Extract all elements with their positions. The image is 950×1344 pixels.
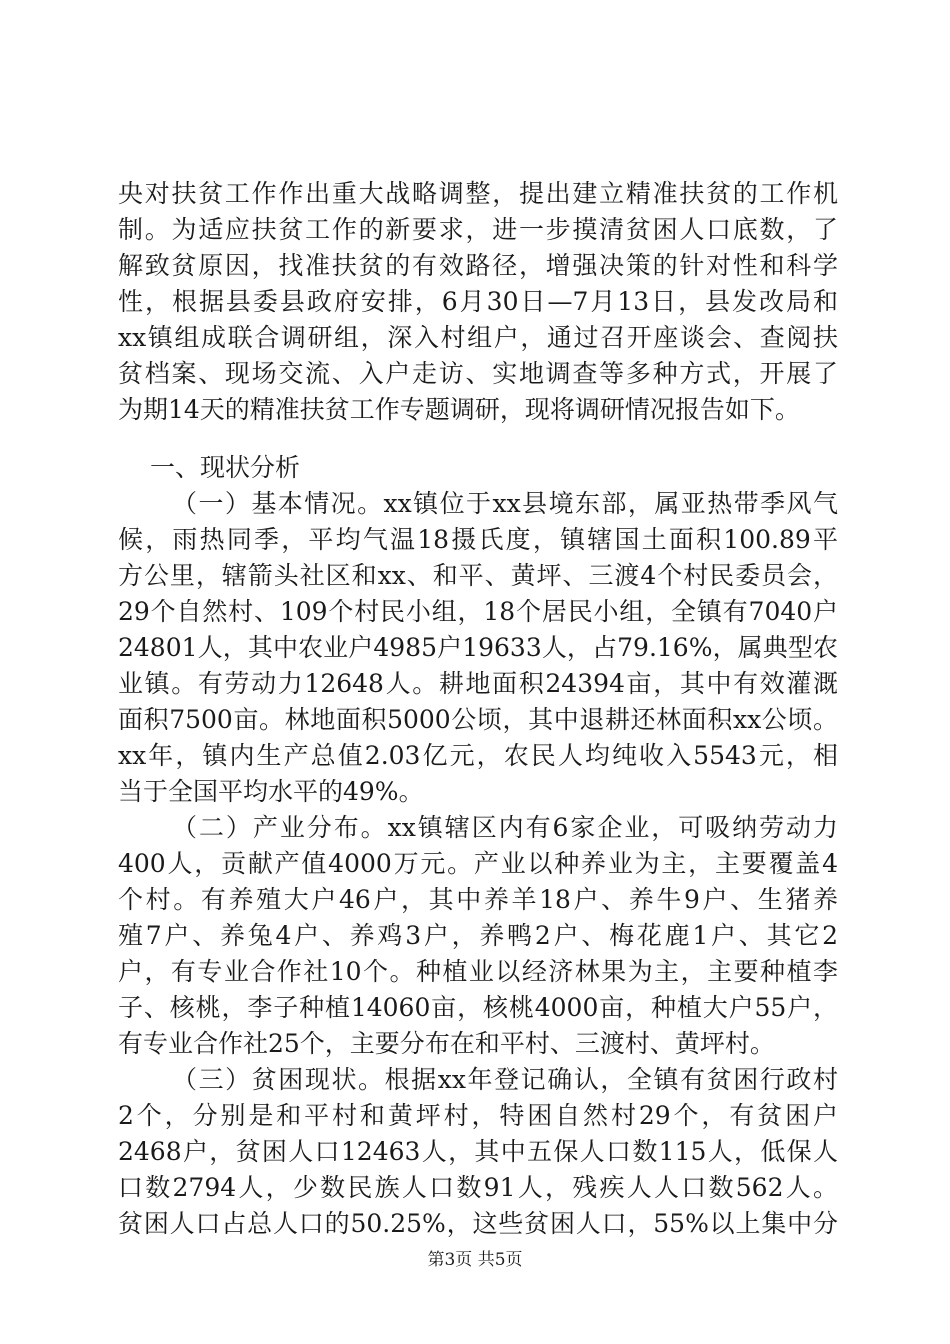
industry-line: 子、核桃，李子种植14060亩，核桃4000亩，种植大户55户，: [118, 993, 838, 1022]
page-footer: 第3页 共5页: [427, 1250, 523, 1270]
poverty-line: 贫困人口占总人口的50.25%，这些贫困人口，55%以上集中分: [118, 1209, 838, 1238]
intro-line: 央对扶贫工作作出重大战略调整，提出建立精准扶贫的工作机: [118, 179, 838, 208]
basic-situation-line: 24801人，其中农业户4985户19633人，占79.16%，属典型农: [118, 633, 838, 662]
basic-situation-line: 方公里，辖箭头社区和xx、和平、黄坪、三渡4个村民委员会，: [118, 561, 838, 590]
basic-situation-line: 候，雨热同季，平均气温18摄氏度，镇辖国土面积100.89平: [118, 525, 838, 554]
intro-line: 为期14天的精准扶贫工作专题调研，现将调研情况报告如下。: [118, 395, 800, 424]
intro-line: 解致贫原因，找准扶贫的有效路径，增强决策的针对性和科学: [118, 251, 838, 280]
poverty-line: 口数2794人，少数民族人口数91人，残疾人人口数562人。: [118, 1173, 838, 1202]
industry-line: （二）产业分布。xx镇辖区内有6家企业，可吸纳劳动力: [172, 813, 838, 842]
poverty-line: 2个，分别是和平村和黄坪村，特困自然村29个，有贫困户: [118, 1101, 838, 1130]
intro-line: 制。为适应扶贫工作的新要求，进一步摸清贫困人口底数，了: [118, 215, 838, 244]
industry-line: 400人，贡献产值4000万元。产业以种养业为主，主要覆盖4: [118, 849, 838, 878]
basic-situation-line: 当于全国平均水平的49%。: [118, 777, 424, 806]
poverty-line: 2468户，贫困人口12463人，其中五保人口数115人，低保人: [118, 1137, 838, 1166]
basic-situation-line: （一）基本情况。xx镇位于xx县境东部，属亚热带季风气: [172, 489, 838, 518]
intro-line: 贫档案、现场交流、入户走访、实地调查等多种方式，开展了: [118, 359, 838, 388]
industry-line: 有专业合作社25个，主要分布在和平村、三渡村、黄坪村。: [118, 1029, 775, 1058]
basic-situation-line: 29个自然村、109个村民小组，18个居民小组，全镇有7040户: [118, 597, 838, 626]
industry-line: 户，有专业合作社10个。种植业以经济林果为主，主要种植李: [118, 957, 838, 986]
industry-line: 个村。有养殖大户46户，其中养羊18户、养牛9户、生猪养: [118, 885, 838, 914]
basic-situation-line: 业镇。有劳动力12648人。耕地面积24394亩，其中有效灌溉: [118, 669, 838, 698]
poverty-line: （三）贫困现状。根据xx年登记确认，全镇有贫困行政村: [172, 1065, 838, 1094]
basic-situation-line: xx年，镇内生产总值2.03亿元，农民人均纯收入5543元，相: [118, 741, 838, 770]
industry-line: 殖7户、养兔4户、养鸡3户，养鸭2户、梅花鹿1户、其它2: [118, 921, 838, 950]
intro-line: 性，根据县委县政府安排，6月30日—7月13日，县发改局和: [118, 287, 838, 316]
basic-situation-line: 面积7500亩。林地面积5000公顷，其中退耕还林面积xx公顷。: [118, 705, 838, 734]
section-heading: 一、现状分析: [150, 453, 301, 482]
intro-line: xx镇组成联合调研组，深入村组户，通过召开座谈会、查阅扶: [118, 323, 838, 352]
